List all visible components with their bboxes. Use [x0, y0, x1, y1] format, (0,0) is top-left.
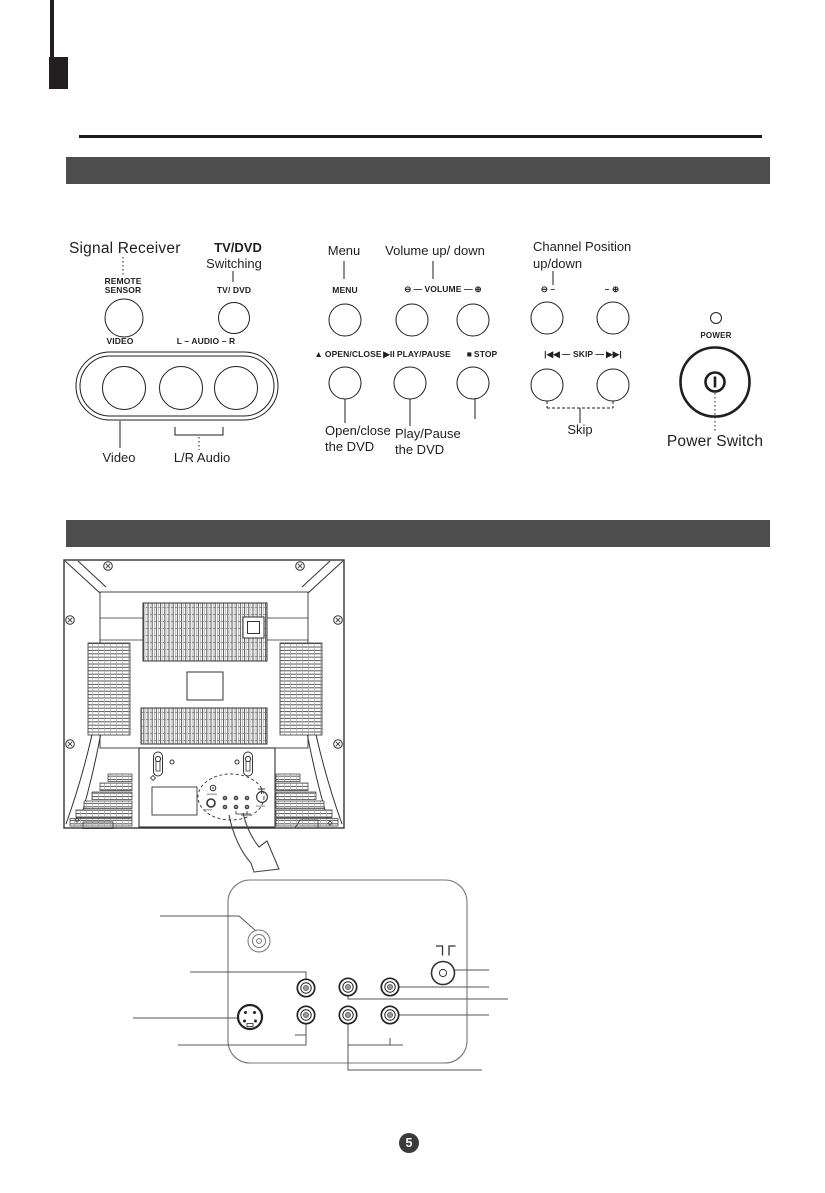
page-number: 5	[405, 1136, 413, 1150]
connector-detail-art	[133, 880, 508, 1070]
volume-button-label: — VOLUME —	[413, 284, 473, 294]
tv-dvd-caption: TV/DVD	[214, 240, 262, 255]
channel-up-button	[597, 302, 629, 334]
audio-jacks-label: L – AUDIO – R	[176, 336, 236, 346]
antenna-icon	[436, 946, 456, 956]
stop-button	[457, 367, 489, 399]
volume-up-button	[457, 304, 489, 336]
play-pause-button	[394, 367, 426, 399]
play-pause-icon: ▶II	[383, 349, 395, 359]
switching-caption: Switching	[206, 256, 262, 271]
volume-minus-icon: ⊖	[404, 284, 412, 294]
volume-down-button	[396, 304, 428, 336]
menu-button-label: MENU	[332, 285, 358, 295]
play-pause-caption: Play/Pause the DVD	[395, 426, 461, 457]
video-jack	[103, 367, 146, 410]
audio-l-jack	[160, 367, 203, 410]
menu-caption: Menu	[327, 243, 361, 258]
open-close-button-label: OPEN/CLOSE	[324, 349, 382, 359]
eject-icon: ▲	[314, 349, 323, 359]
skip-next-button	[597, 369, 629, 401]
mini-jack	[248, 930, 270, 952]
volume-plus-icon: ⊕	[474, 284, 482, 294]
skip-label-row	[543, 349, 623, 360]
tv-dvd-button	[219, 303, 250, 334]
skip-prev-button	[531, 369, 563, 401]
open-close-caption: Open/close the DVD	[325, 423, 391, 454]
stop-button-label: STOP	[473, 349, 498, 359]
open-close-button	[329, 367, 361, 399]
skip-caption: Skip	[567, 422, 593, 437]
play-pause-label-row	[382, 349, 451, 360]
remote-sensor-window	[105, 299, 143, 337]
power-icon	[706, 373, 725, 392]
open-close-label-row	[313, 349, 382, 359]
volume-caption: Volume up/ down	[385, 243, 485, 258]
bottom-vents	[70, 774, 338, 826]
volume-button-row	[403, 284, 483, 295]
s-video-jack	[238, 1005, 262, 1029]
power-led	[711, 313, 722, 324]
channel-caption: Channel Position up/down	[533, 239, 632, 271]
wall-mount-slot-icon	[154, 752, 253, 776]
rca-jack	[297, 978, 398, 1023]
rf-antenna-jack	[432, 962, 455, 985]
power-led-label: POWER	[700, 331, 732, 340]
audio-r-jack	[215, 367, 258, 410]
skip-prev-icon: |◀◀	[544, 349, 560, 359]
rear-jack-cluster	[198, 774, 267, 820]
video-caption: Video	[102, 450, 136, 465]
tv-dvd-button-label: TV/ DVD	[216, 285, 252, 295]
rear-tv-art	[64, 560, 344, 829]
skip-next-icon: ▶▶|	[606, 349, 622, 359]
lr-audio-caption: L/R Audio	[173, 450, 231, 465]
signal-receiver-caption: Signal Receiver	[69, 240, 181, 257]
page-number-badge	[399, 1133, 419, 1153]
stop-icon: ■	[466, 349, 472, 359]
zoom-arrow-icon	[229, 813, 279, 872]
power-switch-caption: Power Switch	[666, 433, 764, 450]
video-jack-label: VIDEO	[106, 336, 134, 346]
channel-down-icon: ⊖ –	[540, 284, 556, 294]
channel-down-button	[531, 302, 563, 334]
remote-sensor-label: REMOTE SENSOR	[104, 276, 142, 295]
menu-button	[329, 304, 361, 336]
channel-up-icon: – ⊕	[604, 284, 620, 294]
skip-button-label: — SKIP —	[561, 349, 605, 359]
play-pause-button-label: PLAY/PAUSE	[396, 349, 451, 359]
stop-label-row	[466, 349, 499, 359]
